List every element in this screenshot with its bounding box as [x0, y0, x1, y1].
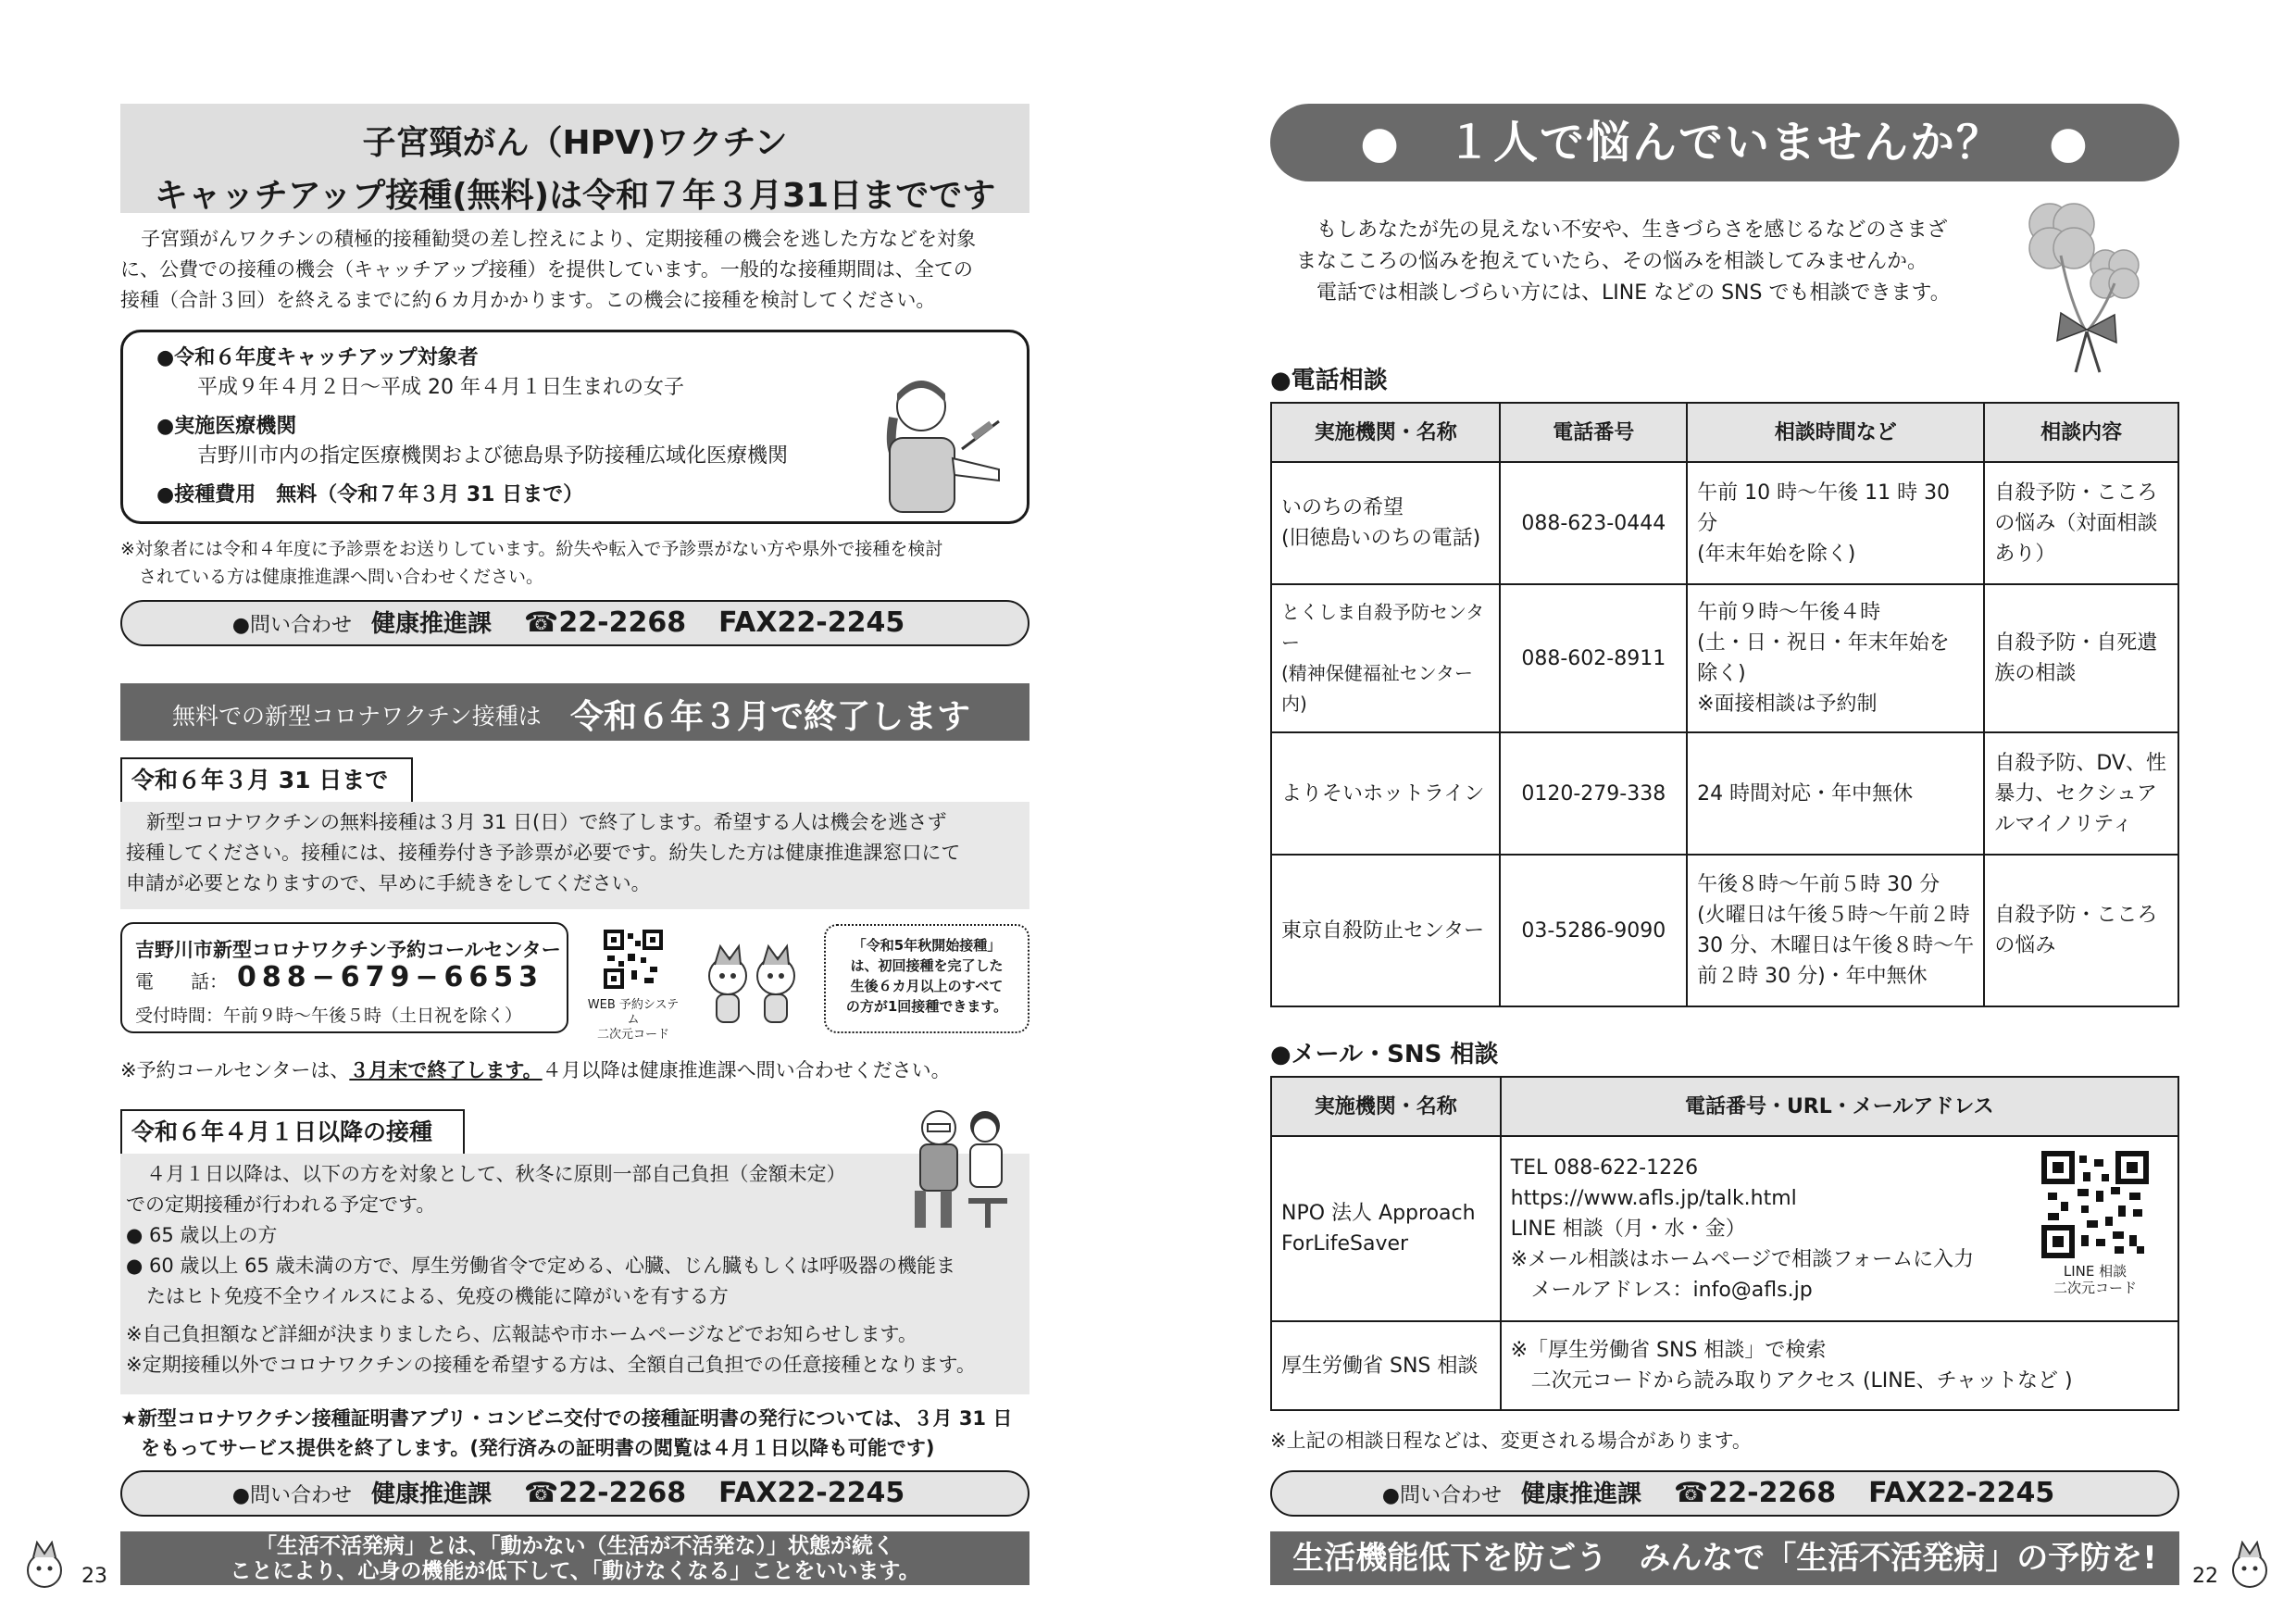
cell-line: 30 分、木曜日は午後８時〜午 — [1697, 934, 1975, 957]
cell-line: いのちの希望 — [1281, 496, 1404, 519]
contact-tel: ☎22-2268 — [1674, 1477, 1837, 1509]
mascot-icon-left — [24, 1541, 65, 1589]
phone-tel-cell: 0120-279-338 — [1500, 732, 1687, 855]
corona-body-line: 新型コロナワクチンの無料接種は３月 31 日(日）で終了します。希望する人は機会を逃さず — [146, 811, 947, 833]
cell-line: 自殺予防・こころ — [1994, 904, 2158, 927]
line-qr-code-icon — [2040, 1150, 2150, 1259]
call-center-hours: 受付時間：午前９時〜午後５時（土日祝を除く） — [135, 1006, 523, 1026]
call-center-tel-label: 電 話： — [135, 970, 228, 993]
contact-fax: FAX22-2245 — [1868, 1477, 2055, 1509]
corona-body-line: 接種してください。接種には、接種券付き予診票が必要です。紛失した方は健康推進課窓口にて — [126, 842, 961, 864]
corona-tab-2: 令和６年４月１日以降の接種 — [120, 1109, 465, 1156]
sns-name-cell: 厚生労働省 SNS 相談 — [1271, 1321, 1501, 1410]
right-footer-banner: 生活機能低下を防ごう みんなで「生活不活発病」の予防を! — [1270, 1531, 2179, 1585]
hpv-note-line: ※対象者には令和４年度に予診票をお送りしています。紛失や転入で予診票がない方や県外で接種を検討 — [120, 539, 943, 559]
corona-bullet: たはヒト免疫不全ウイルスによる、免疫の機能に障がいを有する方 — [146, 1285, 729, 1307]
contact-dept: 健康推進課 — [371, 610, 493, 638]
sns-section-heading: ●メール・SNS 相談 — [1270, 1041, 1499, 1068]
sns-header-cell: 電話番号・URL・メールアドレス — [1501, 1077, 2178, 1136]
contact-bar-top — [120, 600, 1029, 646]
table-row — [1271, 732, 2178, 855]
table-row — [1271, 855, 2178, 1006]
bubble-line: は、初回接種を完了した — [850, 957, 1004, 974]
contact-prefix: ●問い合わせ — [1381, 1484, 1502, 1507]
contact-tel: ☎22-2268 — [524, 606, 687, 639]
phone-tel-cell: 088-602-8911 — [1500, 584, 1687, 732]
cell-line: (土・日・祝日・年末年始を — [1697, 631, 1950, 655]
contact-prefix: ●問い合わせ — [231, 1484, 352, 1507]
mascot-characters-illustration — [702, 943, 804, 1035]
corona-body-1 — [120, 802, 1029, 909]
cell-line: 族の相談 — [1994, 662, 2077, 685]
phone-table-header-row — [1271, 403, 2178, 462]
contact-tel: ☎22-2268 — [524, 1477, 687, 1509]
call-center-note-c: ４月以降は健康推進課へ問い合わせください。 — [542, 1059, 951, 1081]
corona-banner-small: 無料での新型コロナワクチン接種は — [172, 703, 542, 730]
left-bottom-strip — [120, 1531, 1029, 1585]
mascot-icon-right — [2226, 1541, 2274, 1589]
phone-header-cell: 実施機関・名称 — [1271, 403, 1500, 462]
cell-line: ※面接相談は予約制 — [1697, 693, 1878, 716]
star-note-line: をもってサービス提供を終了します。(発行済みの証明書の閲覧は４月１日以降も可能です) — [141, 1437, 935, 1459]
hpv-info-box — [120, 330, 1029, 524]
corona-note2: ※定期接種以外でコロナワクチンの接種を希望する方は、全額自己負担での任意接種となります。 — [126, 1354, 976, 1376]
call-center-box — [120, 922, 568, 1033]
line-qr-caption-line: 二次元コード — [2053, 1280, 2137, 1296]
cell-line: の悩み — [1994, 934, 2056, 957]
phone-header-cell: 電話番号 — [1500, 403, 1687, 462]
cell-line: ※メール相談はホームページで相談フォームに入力 — [1510, 1247, 1975, 1271]
cell-line: (精神保健福祉センター内) — [1281, 662, 1474, 715]
contact-dept: 健康推進課 — [1521, 1480, 1642, 1508]
star-note-line: ★新型コロナワクチン接種証明書アプリ・コンビニ交付での接種証明書の発行については、３月 31 日 — [120, 1407, 1013, 1430]
web-qr-caption-line: WEB 予約システム — [587, 998, 680, 1027]
phone-tel-cell: 088-623-0444 — [1500, 462, 1687, 584]
phone-name-cell: よりそいホットライン — [1271, 732, 1500, 855]
cell-line: とくしま自殺予防センター — [1281, 601, 1485, 654]
phone-header-cell: 相談内容 — [1984, 403, 2178, 462]
cell-line: 自殺予防、DV、性 — [1994, 751, 2166, 775]
elderly-vaccination-illustration — [904, 1106, 1015, 1231]
table-row — [1271, 584, 2178, 732]
cell-line: TEL 088-622-1226 — [1510, 1156, 1699, 1180]
corona-tab-1: 令和６年３月 31 日まで — [120, 757, 413, 804]
cell-line: 前２時 30 分)・年中無休 — [1697, 965, 1928, 988]
corona-note2: ※自己負担額など詳細が決まりましたら、広報誌や市ホームページなどでお知らせします。 — [126, 1323, 917, 1345]
cell-line: 除く) — [1697, 662, 1746, 685]
hpv-intro-line: 接種（合計３回）を終えるまでに約６カ月かかります。この機会に接種を検討してください。 — [120, 289, 936, 311]
consult-footnote: ※上記の相談日程などは、変更される場合があります。 — [1270, 1430, 1752, 1452]
cell-line: メールアドレス：info@afls.jp — [1510, 1278, 1813, 1302]
cell-line: 自殺予防・こころ — [1994, 481, 2158, 505]
corona-bullet: ● 60 歳以上 65 歳未満の方で、厚生労働省令で定める、心臓、じん臓もしくは呼吸器の機能ま — [126, 1255, 956, 1277]
phone-name-cell — [1271, 584, 1500, 732]
cell-line: 自殺予防・自死遺 — [1994, 631, 2158, 655]
contact-bar-bottom-left — [120, 1470, 1029, 1517]
cell-line: NPO 法人 Approach — [1281, 1202, 1476, 1225]
contact-fax: FAX22-2245 — [718, 606, 905, 639]
call-center-note-a: ※予約コールセンターは、 — [120, 1059, 350, 1081]
sns-detail-cell — [1501, 1136, 2178, 1321]
call-center-note — [120, 1056, 951, 1083]
phone-section-heading: ●電話相談 — [1270, 367, 1388, 394]
phone-time-cell: 24 時間対応・年中無休 — [1687, 732, 1984, 855]
clover-ribbon-illustration — [1996, 191, 2153, 376]
hpv-fee: ●接種費用 無料（令和７年３月 31 日まで） — [156, 483, 584, 506]
table-row — [1271, 1321, 2178, 1410]
hpv-intro-line: 子宮頸がんワクチンの積極的接種勧奨の差し控えにより、定期接種の機会を逃した方などを対象 — [141, 228, 976, 250]
cell-line: 二次元コードから読み取りアクセス (LINE、チャットなど ) — [1510, 1369, 2073, 1393]
consult-title: ● １人で悩んでいませんか？ ● — [1270, 104, 2179, 181]
left-bottom-line: 「生活不活発病」とは、「動かない（生活が不活発な）」状態が続く — [256, 1534, 894, 1558]
line-qr-caption-line: LINE 相談 — [2063, 1263, 2128, 1280]
cell-line: あり） — [1994, 542, 2056, 566]
cell-line: 午後８時〜午前５時 30 分 — [1697, 873, 1940, 896]
phone-consult-table — [1270, 402, 2179, 1007]
hpv-title-line1: 子宮頸がん（HPV)ワクチン — [362, 124, 788, 162]
phone-time-cell — [1687, 855, 1984, 1006]
line-qr-caption — [2040, 1263, 2150, 1296]
table-row — [1271, 462, 2178, 584]
hpv-clinic-label: ●実施医療機関 — [156, 415, 297, 438]
left-bottom-line: ことにより、心身の機能が低下して、「動けなくなる」ことをいいます。 — [230, 1559, 920, 1583]
cell-line: (火曜日は午後５時〜午前２時 — [1697, 904, 1970, 927]
cell-line: の悩み（対面相談 — [1994, 511, 2158, 535]
web-qr-code-icon — [604, 930, 663, 989]
hpv-note-line: されている方は健康推進課へ問い合わせください。 — [139, 567, 544, 587]
cell-line: https://www.afls.jp/talk.html — [1510, 1186, 1797, 1210]
consult-intro-line: まなこころの悩みを抱えていたら、その悩みを相談してみませんか。 — [1296, 250, 1928, 273]
phone-name-cell: 東京自殺防止センター — [1271, 855, 1500, 1006]
corona-body-line: 申請が必要となりますので、早めに手続きをしてください。 — [126, 872, 651, 894]
cell-line: ※「厚生労働省 SNS 相談」で検索 — [1510, 1339, 1827, 1362]
hpv-title-box — [120, 104, 1029, 213]
page-number-left: 23 — [81, 1565, 107, 1588]
hpv-title-line2: キャッチアップ接種(無料)は令和７年３月31日までです — [154, 177, 996, 215]
call-center-title: 吉野川市新型コロナワクチン予約コールセンター — [135, 939, 561, 961]
cell-line: ルマイノリティ — [1994, 812, 2133, 836]
hpv-clinic-value: 吉野川市内の指定医療機関および徳島県予防接種広域化医療機関 — [197, 444, 789, 468]
cell-line: (旧徳島いのちの電話) — [1281, 527, 1481, 550]
phone-content-cell — [1984, 732, 2178, 855]
phone-name-cell — [1271, 462, 1500, 584]
phone-tel-cell: 03-5286-9090 — [1500, 855, 1687, 1006]
corona-body2-line: での定期接種が行われる予定です。 — [126, 1193, 436, 1216]
phone-content-cell — [1984, 855, 2178, 1006]
corona-banner — [120, 683, 1029, 741]
sns-detail-cell — [1501, 1321, 2178, 1410]
phone-time-cell — [1687, 584, 1984, 732]
corona-bullet: ● 65 歳以上の方 — [126, 1224, 278, 1246]
call-center-note-b: ３月末で終了します。 — [349, 1059, 543, 1081]
cell-line: LINE 相談（月・水・金） — [1510, 1217, 1746, 1241]
hpv-target-value: 平成９年４月２日〜平成 20 年４月１日生まれの女子 — [197, 376, 684, 399]
cell-line: 午前 10 時〜午後 11 時 30 分 — [1697, 481, 1951, 535]
star-note — [120, 1404, 1037, 1463]
contact-dept: 健康推進課 — [371, 1480, 493, 1508]
sns-header-cell: 実施機関・名称 — [1271, 1077, 1501, 1136]
hpv-note — [120, 535, 1037, 591]
cell-line: 暴力、セクシュア — [1994, 781, 2157, 806]
bubble-line: 「令和5年秋開始接種」 — [852, 937, 1002, 954]
contact-fax: FAX22-2245 — [718, 1477, 905, 1509]
call-center-tel: 088−679−6653 — [237, 961, 544, 993]
sns-name-cell — [1271, 1136, 1501, 1321]
sns-table-header-row — [1271, 1077, 2178, 1136]
web-qr-caption-line: 二次元コード — [596, 1028, 669, 1042]
consult-intro-line: 電話では相談しづらい方には、LINE などの SNS でも相談できます。 — [1316, 281, 1951, 305]
consult-intro — [1296, 215, 2009, 309]
hpv-target-label: ●令和６年度キャッチアップ対象者 — [156, 346, 479, 369]
bubble-line: の方が1回接種できます。 — [845, 998, 1008, 1015]
corona-body-2 — [120, 1154, 1029, 1394]
phone-content-cell — [1984, 462, 2178, 584]
bubble-line: 生後６カ月以上のすべて — [850, 978, 1004, 994]
sns-consult-table — [1270, 1076, 2179, 1411]
vaccination-girl-illustration — [869, 366, 1008, 514]
web-qr-caption — [585, 998, 681, 1043]
consult-intro-line: もしあなたが先の見えない不安や、生きづらさを感じるなどのさまざ — [1316, 219, 1948, 242]
phone-header-cell: 相談時間など — [1687, 403, 1984, 462]
contact-prefix: ●問い合わせ — [231, 614, 352, 637]
page-number-right: 22 — [2192, 1565, 2218, 1588]
phone-content-cell — [1984, 584, 2178, 732]
corona-body2-line: ４月１日以降は、以下の方を対象として、秋冬に原則一部自己負担（金額未定） — [146, 1163, 846, 1185]
table-row — [1271, 1136, 2178, 1321]
cell-line: ForLifeSaver — [1281, 1232, 1409, 1255]
autumn-vaccine-bubble — [824, 924, 1029, 1033]
phone-time-cell — [1687, 462, 1984, 584]
cell-line: 午前９時〜午後４時 — [1697, 601, 1881, 624]
hpv-intro — [120, 224, 1037, 316]
cell-line: (年末年始を除く) — [1697, 542, 1856, 566]
contact-bar-bottom-right — [1270, 1470, 2179, 1517]
corona-banner-big: 令和６年３月で終了します — [570, 698, 971, 736]
hpv-intro-line: に、公費での接種の機会（キャッチアップ接種）を提供しています。一般的な接種期間は、全ての — [120, 258, 973, 281]
